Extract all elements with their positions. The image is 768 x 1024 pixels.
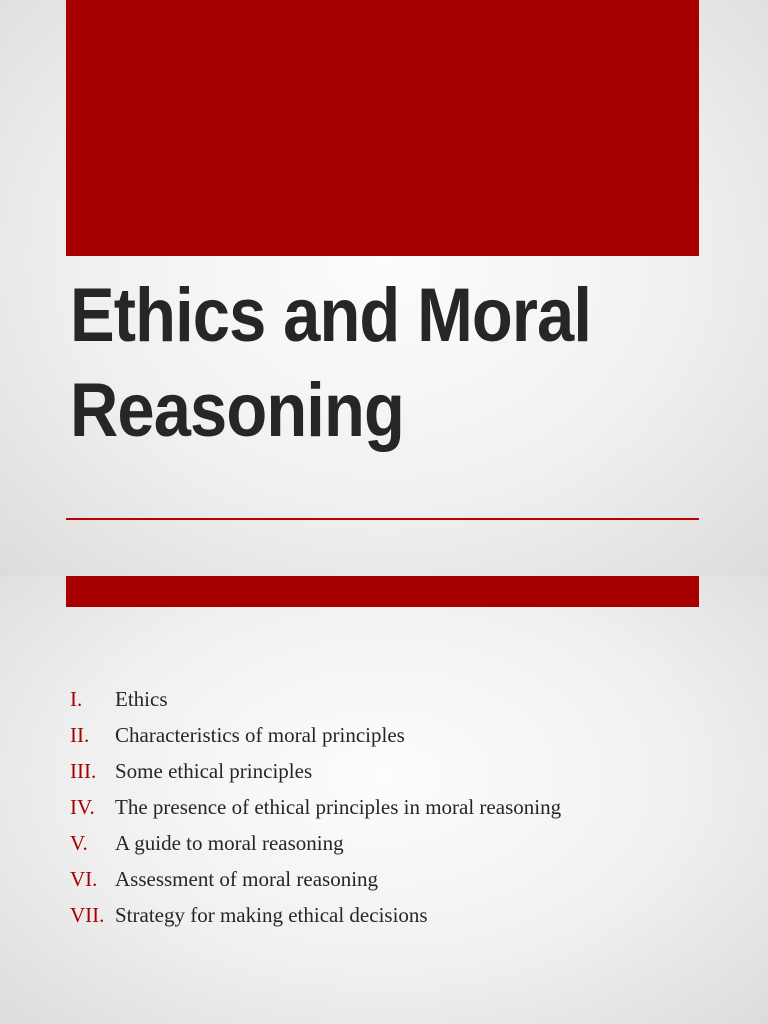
title-divider (66, 518, 699, 520)
agenda-numeral: I. (70, 687, 83, 711)
agenda-numeral: III. (70, 759, 97, 783)
agenda-text: Strategy for making ethical decisions (115, 903, 428, 927)
agenda-text: Some ethical principles (115, 759, 313, 783)
agenda-text: Ethics (115, 687, 168, 711)
slide-title (70, 268, 651, 458)
agenda-item (70, 861, 710, 897)
agenda-numeral: VI. (70, 867, 98, 891)
agenda-slide (0, 576, 768, 1024)
agenda-item (70, 789, 710, 825)
agenda-list (70, 681, 710, 933)
agenda-numeral: II. (70, 723, 90, 747)
agenda-item (70, 681, 710, 717)
agenda-accent-block (66, 576, 699, 607)
agenda-numeral: VII. (70, 903, 105, 927)
slide-title-line: Ethics and Moral (70, 273, 592, 358)
agenda-item (70, 753, 710, 789)
agenda-numeral: V. (70, 831, 88, 855)
agenda-item (70, 717, 710, 753)
agenda-item (70, 897, 710, 933)
agenda-numeral: IV. (70, 795, 95, 819)
agenda-text: Assessment of moral reasoning (115, 867, 379, 891)
agenda-text: The presence of ethical principles in moral reasoning (115, 795, 562, 819)
title-accent-block (66, 0, 699, 256)
agenda-text: A guide to moral reasoning (115, 831, 344, 855)
slide-title-line: Reasoning (70, 368, 404, 453)
agenda-item (70, 825, 710, 861)
agenda-text: Characteristics of moral principles (115, 723, 405, 747)
